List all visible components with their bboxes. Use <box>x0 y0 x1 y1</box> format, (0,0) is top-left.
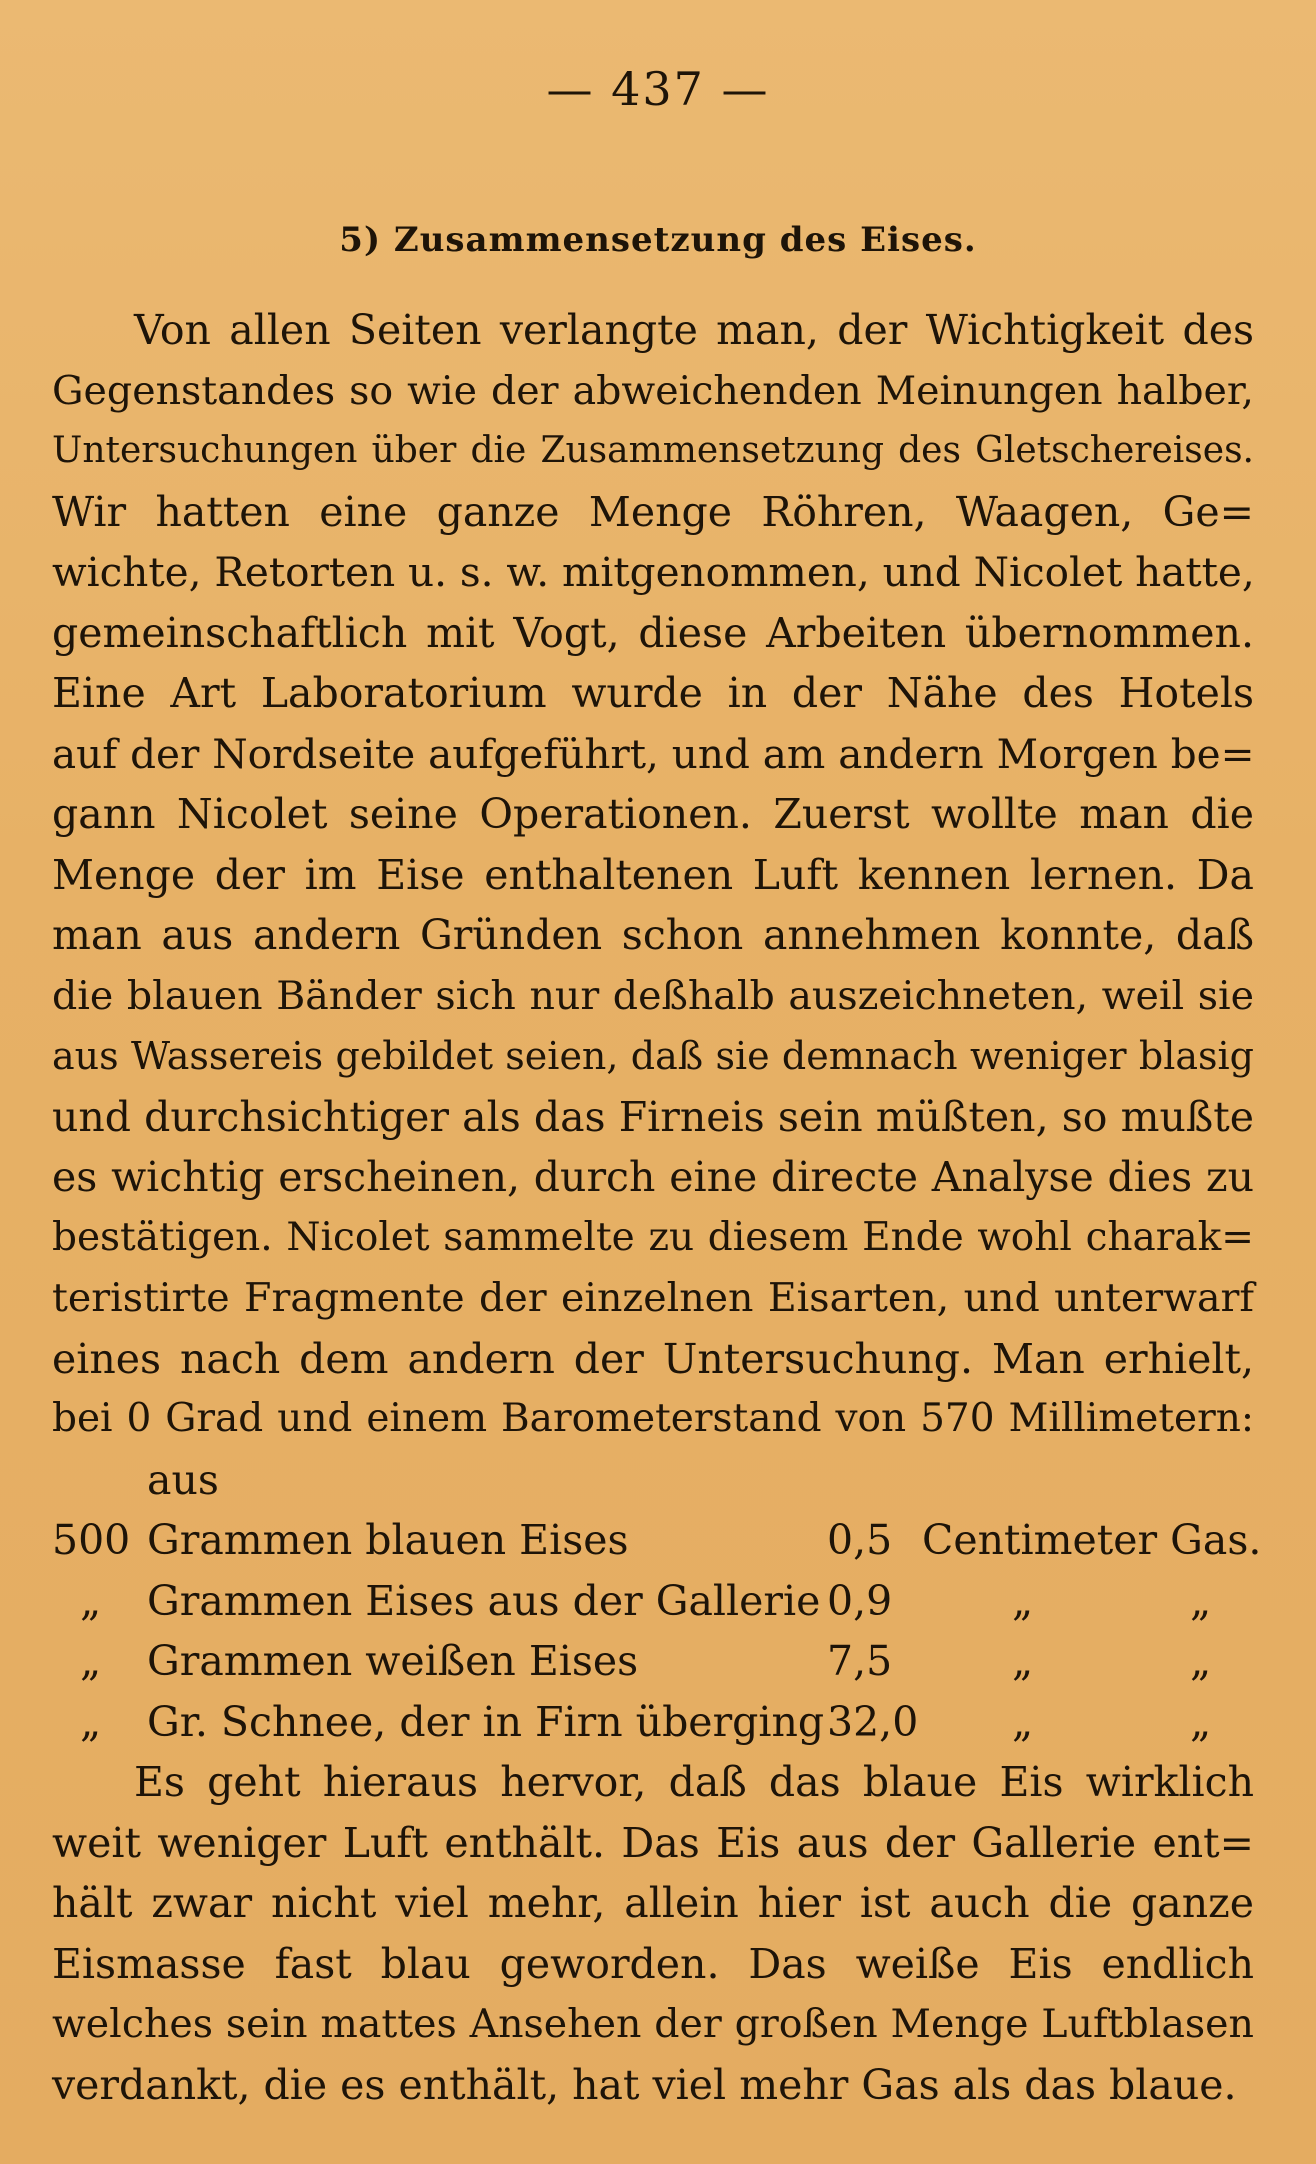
table-desc: Gr. Schnee, der in Firn überging <box>147 1697 825 1746</box>
table-desc: Grammen weißen Eises <box>147 1637 639 1685</box>
table-unit: Centimeter Gas. <box>922 1516 1262 1564</box>
text-line: Menge der im Eise enthaltenen Luft kennen lernen. Da <box>52 850 1254 899</box>
text-line: gemeinschaftlich mit Vogt, diese Arbeiten übernommen. <box>52 608 1254 657</box>
text-line: auf der Nordseite aufgeführt, und am andern Morgen be= <box>52 729 1255 778</box>
text-line: teristirte Fragmente der einzelnen Eisarten, und unterwarf <box>52 1275 1254 1321</box>
text-line: gann Nicolet seine Operationen. Zuerst wollte man die <box>52 790 1254 838</box>
text-line: Gegenstandes so wie der abweichenden Meinungen halber, <box>52 367 1254 414</box>
text-line: wichte, Retorten u. s. w. mitgenommen, und Nicolet hatte, <box>52 548 1255 596</box>
text-line: die blauen Bänder sich nur deßhalb auszeichneten, weil sie <box>52 972 1254 1019</box>
table-qty: „ <box>80 1576 102 1625</box>
table-desc: Grammen Eises aus der Gallerie <box>147 1576 821 1625</box>
text-line: Eismasse fast blau geworden. Das weiße Eis endlich <box>52 1939 1254 1988</box>
page-body <box>52 300 1262 2115</box>
table-ditto: „ <box>1012 1576 1034 1625</box>
table-ditto: „ <box>1012 1637 1034 1685</box>
paragraph-2 <box>52 1752 1254 2115</box>
table-ditto: „ <box>1012 1697 1034 1746</box>
text-line: Untersuchungen über die Zusammensetzung des Gletschereises. <box>52 430 1254 471</box>
table-row <box>52 1692 1254 1753</box>
table-row <box>52 1571 1254 1632</box>
text-line: aus Wassereis gebildet seien, daß sie demnach weniger blasig <box>52 1034 1254 1078</box>
table-value: 7,5 <box>827 1637 893 1685</box>
text-line: bestätigen. Nicolet sammelte zu diesem Ende wohl charak= <box>52 1214 1254 1260</box>
table-value: 0,9 <box>827 1576 893 1625</box>
text-line: weit weniger Luft enthält. Das Eis aus der Gallerie ent= <box>52 1818 1254 1867</box>
table-ditto: „ <box>1190 1576 1212 1625</box>
text-line: und durchsichtiger als das Firneis sein müßten, so mußte <box>52 1092 1254 1141</box>
text-line: bei 0 Grad und einem Barometerstand von 570 Millimetern: <box>52 1396 1254 1441</box>
text-line: eines nach dem andern der Untersuchung. Man erhielt, <box>52 1334 1254 1383</box>
table-row <box>52 1631 1254 1692</box>
text-line: verdankt, die es enthält, hat viel mehr Gas als das blaue. <box>52 2060 1237 2109</box>
section-heading: 5) Zusammensetzung des Eises. <box>339 220 977 260</box>
table-row <box>52 1510 1262 1571</box>
table-value: 32,0 <box>827 1697 919 1746</box>
table-value: 0,5 <box>827 1516 893 1564</box>
gas-table <box>52 1510 1262 1752</box>
text-line: Eine Art Laboratorium wurde in der Nähe des Hotels <box>52 669 1254 717</box>
text-line: hält zwar nicht viel mehr, allein hier ist auch die ganze <box>52 1879 1254 1927</box>
text-line: Es geht hieraus hervor, daß das blaue Eis wirklich <box>134 1758 1254 1806</box>
paragraph-1 <box>52 300 1254 1510</box>
text-line: welches sein mattes Ansehen der großen Menge Luftblasen <box>52 2001 1254 2047</box>
table-qty: 500 <box>52 1516 131 1564</box>
table-intro: aus <box>147 1455 219 1504</box>
text-line: es wichtig erscheinen, durch eine directe Analyse dies zu <box>52 1153 1254 1201</box>
table-qty: „ <box>80 1697 102 1746</box>
text-line: man aus andern Gründen schon annehmen konnte, daß <box>52 911 1254 959</box>
table-desc: Grammen blauen Eises <box>147 1516 629 1564</box>
page-number: — 437 — <box>546 62 770 116</box>
table-qty: „ <box>80 1637 102 1685</box>
table-ditto: „ <box>1190 1697 1212 1746</box>
table-ditto: „ <box>1190 1637 1212 1685</box>
text-line: Wir hatten eine ganze Menge Röhren, Waagen, Ge= <box>52 487 1254 536</box>
text-line: Von allen Seiten verlangte man, der Wichtigkeit des <box>134 306 1254 354</box>
